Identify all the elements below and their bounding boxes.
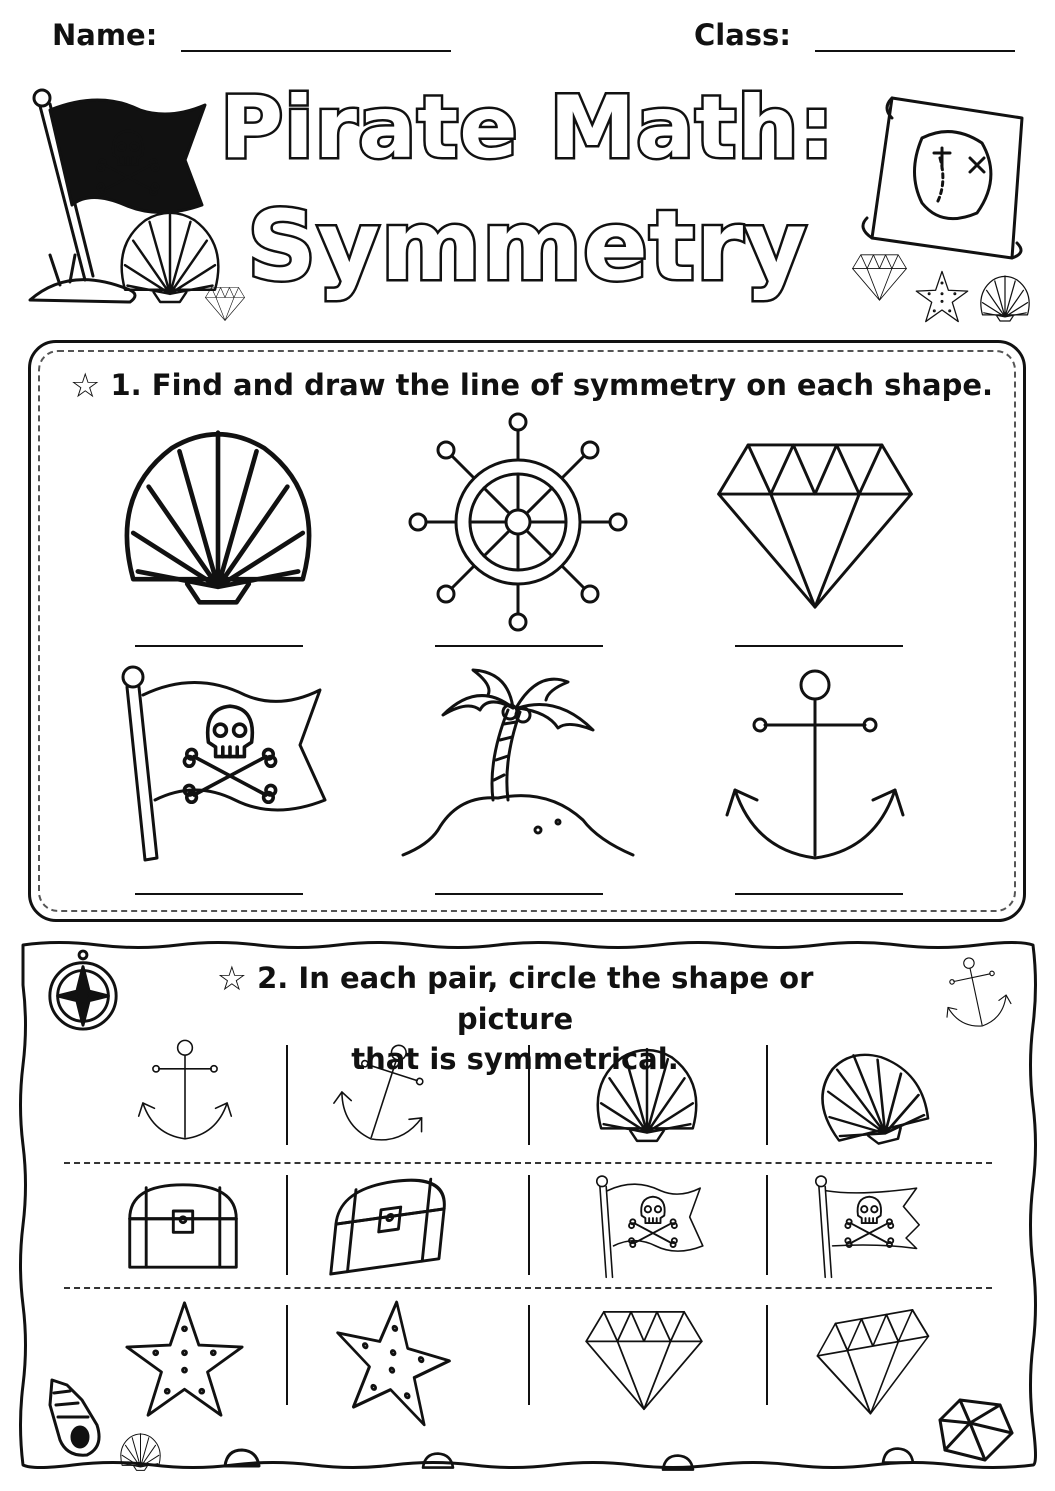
answer-line-anchor[interactable] <box>735 893 903 895</box>
pebble-icon <box>880 1445 916 1467</box>
group-divider <box>528 1045 530 1145</box>
page-title-line1: Pirate Math: <box>220 78 835 178</box>
group-divider <box>528 1305 530 1405</box>
question-2-text-line2: that is symmetrical. <box>351 1042 679 1076</box>
seashell-icon <box>118 1432 163 1472</box>
name-label: Name: <box>52 18 158 52</box>
diamond-choice-tilted[interactable] <box>815 1310 930 1420</box>
treasure-chest-choice-symmetric[interactable] <box>122 1180 244 1272</box>
pair-divider <box>766 1045 768 1145</box>
conch-shell-icon <box>42 1375 112 1460</box>
question-1-text: Find and draw the line of symmetry on each shape. <box>151 368 994 402</box>
question-1-heading <box>70 366 993 406</box>
seashell-choice-symmetric[interactable] <box>592 1045 702 1145</box>
gem-icon <box>205 284 245 324</box>
page-title-line2: Symmetry <box>247 190 808 302</box>
answer-line-palm-island[interactable] <box>435 893 603 895</box>
pirate-flag-choice-a[interactable] <box>590 1175 708 1280</box>
answer-line-ship-wheel[interactable] <box>435 645 603 647</box>
class-label: Class: <box>694 18 791 52</box>
pebble-icon <box>222 1446 262 1471</box>
compass-icon <box>44 948 122 1036</box>
name-input-line[interactable] <box>181 24 451 52</box>
pirate-flag-shape <box>115 665 330 865</box>
diamond-choice-symmetric[interactable] <box>585 1308 703 1413</box>
pair-divider <box>286 1045 288 1145</box>
starfish-icon <box>912 268 972 328</box>
class-field-row <box>694 18 1015 52</box>
star-icon: ☆ <box>216 959 248 999</box>
starfish-choice-tilted[interactable] <box>330 1300 455 1420</box>
treasure-chest-choice-tilted[interactable] <box>330 1175 448 1273</box>
anchor-choice-tilted[interactable] <box>335 1040 435 1150</box>
star-icon: ☆ <box>70 366 101 406</box>
name-field-row <box>52 18 451 52</box>
pair-divider <box>286 1305 288 1405</box>
seashell-icon <box>980 276 1030 321</box>
gem-icon <box>852 250 907 305</box>
question-2-heading <box>170 958 860 1079</box>
pebble-icon <box>660 1452 696 1474</box>
question-2-number: 2. <box>257 961 289 995</box>
starfish-choice-symmetric[interactable] <box>122 1300 247 1420</box>
ship-wheel-shape <box>406 410 630 634</box>
row-divider <box>64 1162 992 1164</box>
palm-island-shape <box>398 660 638 865</box>
question-2-text-line1: In each pair, circle the shape or picture <box>298 961 814 1036</box>
group-divider <box>528 1175 530 1275</box>
pair-divider <box>286 1175 288 1275</box>
seashell-shape <box>118 425 318 610</box>
answer-line-pirate-flag[interactable] <box>135 893 303 895</box>
diamond-shape <box>715 440 915 612</box>
gem-icon <box>930 1395 1015 1465</box>
pirate-flag-choice-b[interactable] <box>808 1175 928 1280</box>
seashell-choice-tilted[interactable] <box>815 1048 930 1148</box>
answer-line-diamond[interactable] <box>735 645 903 647</box>
answer-line-seashell[interactable] <box>135 645 303 647</box>
class-input-line[interactable] <box>815 24 1015 52</box>
anchor-shape <box>720 665 910 875</box>
pair-divider <box>766 1175 768 1275</box>
pebble-icon <box>420 1450 456 1472</box>
question-1-number: 1. <box>110 368 142 402</box>
pair-divider <box>766 1305 768 1405</box>
row-divider <box>64 1287 992 1289</box>
anchor-icon <box>938 955 1013 1033</box>
anchor-choice-symmetric[interactable] <box>135 1035 235 1150</box>
